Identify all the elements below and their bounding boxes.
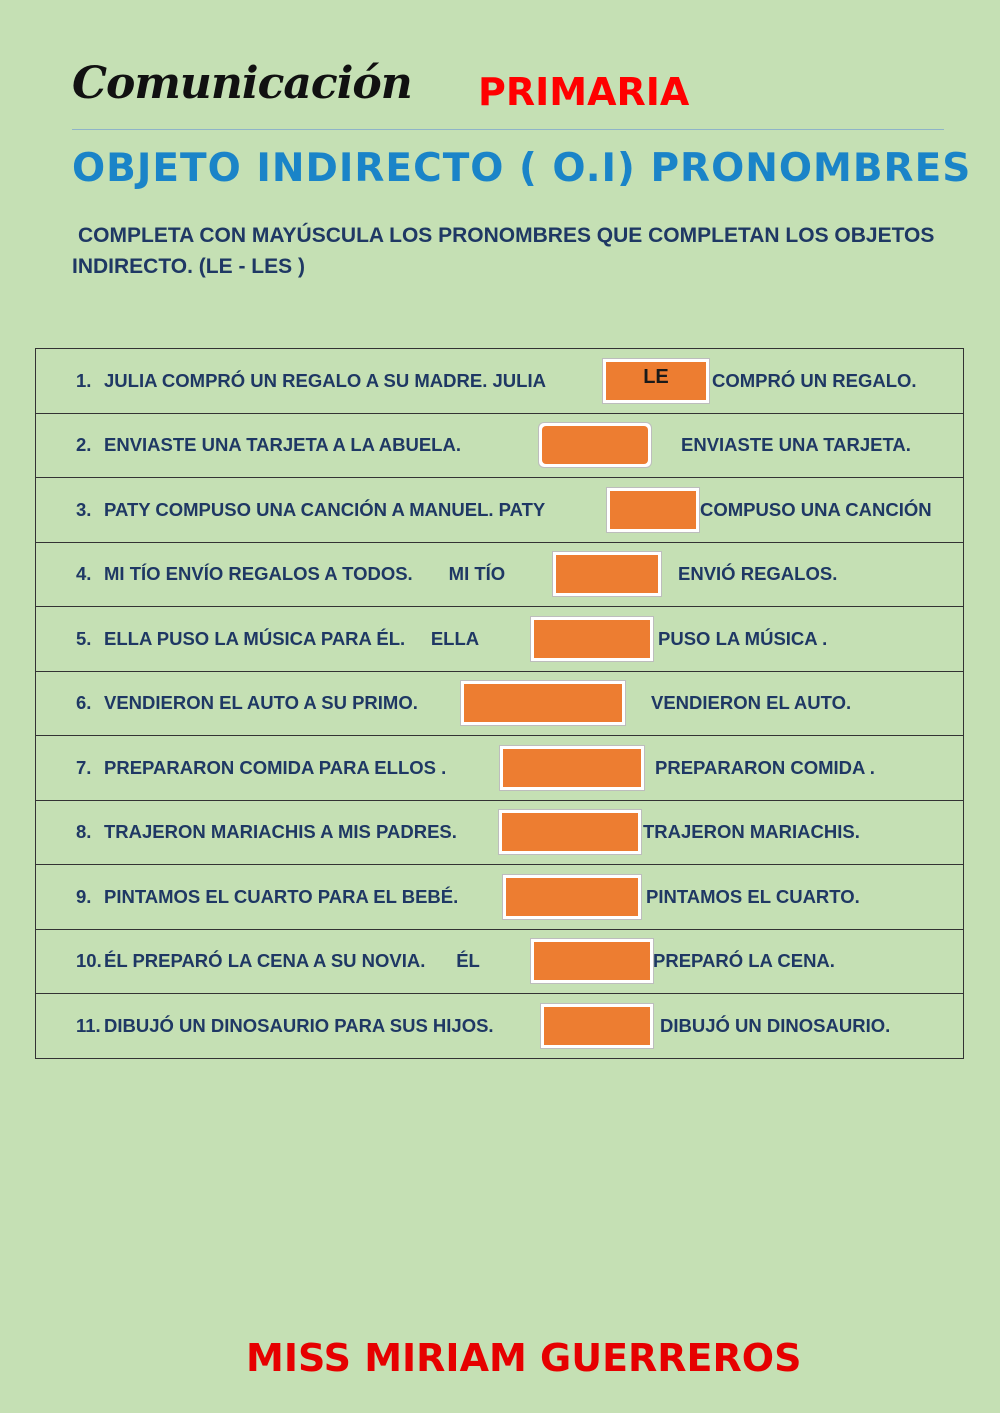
item-completion: VENDIERON EL AUTO. (651, 692, 852, 714)
exercise-row-10 (36, 930, 963, 995)
item-number: 11. (76, 1014, 101, 1036)
item-sentence: ÉL PREPARÓ LA CENA A SU NOVIA. ÉL (104, 950, 480, 972)
item-completion: ENVIASTE UNA TARJETA. (681, 434, 911, 456)
item-completion: PUSO LA MÚSICA . (658, 627, 828, 649)
answer-box-4[interactable] (552, 551, 662, 597)
worksheet-title: OBJETO INDIRECTO ( O.I) PRONOMBRES (72, 146, 972, 191)
item-sentence: ENVIASTE UNA TARJETA A LA ABUELA. (104, 434, 461, 456)
item-number: 4. (76, 563, 92, 585)
exercise-row-9 (36, 865, 963, 930)
exercise-row-3 (36, 478, 963, 543)
exercise-row-1 (36, 349, 963, 414)
answer-box-3[interactable] (606, 487, 700, 533)
answer-text (506, 878, 638, 916)
answer-box-8[interactable] (498, 809, 642, 855)
instructions: COMPLETA CON MAYÚSCULA LOS PRONOMBRES QUE COMPLETAN LOS OBJETOS INDIRECTO. (LE - LES ) (72, 224, 935, 278)
answer-box-6[interactable] (460, 680, 626, 726)
answer-text (464, 684, 622, 722)
level-label: PRIMARIA (478, 70, 690, 114)
item-completion: COMPRÓ UN REGALO. (712, 369, 917, 391)
item-sentence: DIBUJÓ UN DINOSAURIO PARA SUS HIJOS. (104, 1014, 494, 1036)
item-number: 6. (76, 692, 92, 714)
item-number: 3. (76, 498, 92, 520)
exercise-row-2 (36, 414, 963, 479)
item-completion: PINTAMOS EL CUARTO. (646, 885, 860, 907)
exercise-row-4 (36, 543, 963, 608)
author-signature: MISS MIRIAM GUERREROS (246, 1336, 802, 1380)
answer-text (503, 749, 641, 787)
answer-text (534, 620, 650, 658)
item-sentence: PREPARARON COMIDA PARA ELLOS . (104, 756, 447, 778)
answer-box-2[interactable] (538, 422, 652, 468)
item-number: 9. (76, 885, 92, 907)
item-completion: DIBUJÓ UN DINOSAURIO. (660, 1014, 891, 1036)
answer-text (610, 491, 696, 529)
subject-heading: Comunicación (72, 58, 412, 109)
answer-text (502, 813, 638, 851)
answer-box-11[interactable] (540, 1003, 654, 1049)
exercise-row-8 (36, 801, 963, 866)
answer-text: LE (606, 362, 706, 400)
item-completion: COMPUSO UNA CANCIÓN (700, 498, 932, 520)
item-sentence: TRAJERON MARIACHIS A MIS PADRES. (104, 821, 457, 843)
answer-box-7[interactable] (499, 745, 645, 791)
item-number: 1. (76, 369, 92, 391)
item-sentence: PATY COMPUSO UNA CANCIÓN A MANUEL. PATY (104, 498, 546, 520)
item-sentence: ELLA PUSO LA MÚSICA PARA ÉL. ELLA (104, 627, 480, 649)
item-sentence: MI TÍO ENVÍO REGALOS A TODOS. MI TÍO (104, 563, 506, 585)
answer-box-10[interactable] (530, 938, 654, 984)
answer-text (534, 942, 650, 980)
item-sentence: PINTAMOS EL CUARTO PARA EL BEBÉ. (104, 885, 459, 907)
exercise-row-5 (36, 607, 963, 672)
exercise-row-6 (36, 672, 963, 737)
answer-box-9[interactable] (502, 874, 642, 920)
item-number: 2. (76, 434, 92, 456)
item-number: 8. (76, 821, 92, 843)
item-completion: PREPARARON COMIDA . (655, 756, 875, 778)
item-sentence: VENDIERON EL AUTO A SU PRIMO. (104, 692, 418, 714)
item-number: 10. (76, 950, 102, 972)
answer-text (556, 555, 658, 593)
answer-box-5[interactable] (530, 616, 654, 662)
answer-text (542, 426, 648, 464)
exercise-row-11 (36, 994, 963, 1059)
item-number: 5. (76, 627, 92, 649)
item-completion: PREPARÓ LA CENA. (653, 950, 835, 972)
item-completion: ENVIÓ REGALOS. (678, 563, 838, 585)
item-sentence: JULIA COMPRÓ UN REGALO A SU MADRE. JULIA (104, 369, 546, 391)
answer-text (544, 1007, 650, 1045)
answer-box-1[interactable] (602, 358, 710, 404)
exercise-table (35, 348, 964, 1059)
item-number: 7. (76, 756, 92, 778)
exercise-row-7 (36, 736, 963, 801)
item-completion: TRAJERON MARIACHIS. (643, 821, 860, 843)
header-divider (72, 129, 944, 130)
